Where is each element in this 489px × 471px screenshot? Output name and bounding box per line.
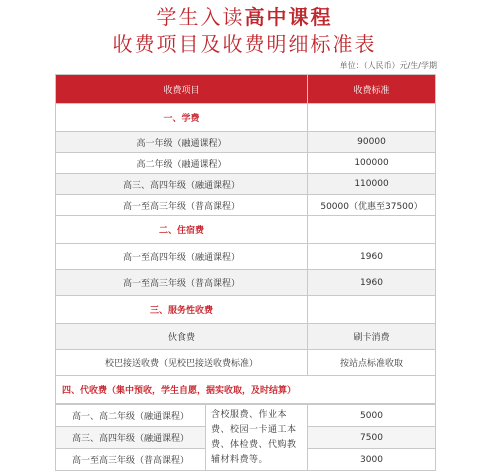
row-fee: 7500: [308, 427, 436, 449]
fee-table: [55, 74, 436, 404]
page-title-line1: [0, 4, 489, 30]
row-item: 高一至高四年级（融通课程）: [56, 244, 308, 270]
row-fee: 刷卡消费: [308, 324, 436, 350]
section-title: 四、代收费（集中预收，学生自愿，据实收取，及时结算）: [56, 376, 436, 404]
row-item: 高一至高三年级（普高课程）: [56, 270, 308, 296]
table-row: [56, 174, 436, 195]
table-row: [56, 195, 436, 216]
title-bold: 高中课程: [244, 5, 333, 29]
table-row: [56, 153, 436, 174]
section-empty: [308, 104, 436, 132]
row-fee: 110000: [308, 174, 436, 195]
section-row: [56, 216, 436, 244]
section-empty: [308, 216, 436, 244]
collection-fee-table: [55, 404, 436, 471]
row-item: 高一至高三年级（普高课程）: [56, 449, 206, 471]
section-row: [56, 376, 436, 404]
page-title-line2: 收费项目及收费明细标准表: [112, 32, 377, 56]
row-item: 高一年级（融通课程）: [56, 132, 308, 153]
table-row: [56, 132, 436, 153]
row-fee: 50000（优惠至37500）: [308, 195, 436, 216]
table-row: [56, 324, 436, 350]
table-row: [56, 350, 436, 376]
section-title: 三、服务性收费: [56, 296, 308, 324]
row-fee: 3000: [308, 449, 436, 471]
table-header-row: [56, 75, 436, 104]
row-item: 高二年级（融通课程）: [56, 153, 308, 174]
row-item: 高一、高二年级（融通课程）: [56, 405, 206, 427]
section-title: 一、学费: [56, 104, 308, 132]
row-fee: 按站点标准收取: [308, 350, 436, 376]
row-item: 伙食费: [56, 324, 308, 350]
section-row: [56, 104, 436, 132]
header-item: 收费项目: [56, 75, 308, 104]
row-fee: 100000: [308, 153, 436, 174]
table-row: [56, 270, 436, 296]
row-fee: 90000: [308, 132, 436, 153]
section-empty: [308, 296, 436, 324]
unit-note: 单位：（人民币）元/生/学期: [339, 61, 437, 70]
section-row: [56, 296, 436, 324]
row-item: 校巴接送收费（见校巴接送收费标准）: [56, 350, 308, 376]
collection-description: 含校服费、作业本费、校园一卡通工本费、体检费、代购教辅材料费等。: [206, 405, 308, 471]
section-title: 二、住宿费: [56, 216, 308, 244]
row-item: 高一至高三年级（普高课程）: [56, 195, 308, 216]
table-row: [56, 244, 436, 270]
row-fee: 1960: [308, 270, 436, 296]
header-fee: 收费标准: [308, 75, 436, 104]
row-fee: 1960: [308, 244, 436, 270]
table-row: [56, 405, 436, 427]
row-item: 高三、高四年级（融通课程）: [56, 174, 308, 195]
row-item: 高三、高四年级（融通课程）: [56, 427, 206, 449]
row-fee: 5000: [308, 405, 436, 427]
title-prefix: 学生入读: [156, 5, 245, 29]
